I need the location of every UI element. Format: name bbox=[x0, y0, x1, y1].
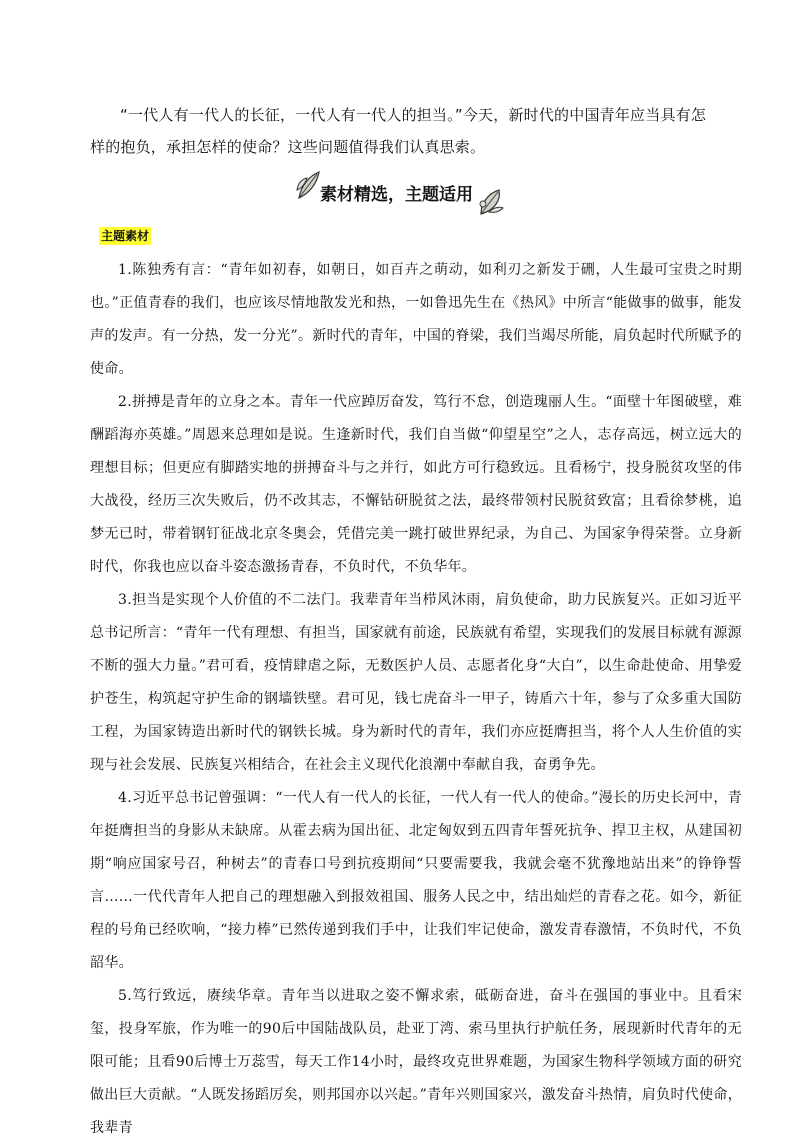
material-paragraph-1: 1.陈独秀有言：“青年如初春，如朝日，如百卉之萌动，如利刃之新发于硎，人生最可宝贵之时期也。”正值青春的我们，也应该尽情地散发光和热，一如鲁迅先生在《热风》中所言“能做事的做事，能发声的发声。有一分热，发一分光”。新时代的青年，中国的脊梁，我们当竭尽所能，肩负起时代所赋予的使命。 bbox=[90, 262, 742, 377]
section-title: 素材精选，主题适用 bbox=[320, 185, 473, 205]
leaf-left-icon bbox=[295, 168, 323, 202]
leaf-right-icon bbox=[475, 182, 505, 218]
material-paragraph-3: 3.担当是实现个人价值的不二法门。我辈青年当栉风沐雨，肩负使命，助力民族复兴。正如习近平总书记所言：“青年一代有理想、有担当，国家就有前途，民族就有希望，实现我们的发展目标就有源源不断的强大力量。”君可看，疫情肆虐之际，无数医护人员、志愿者化身“大白”，以生命赴使命、用挚爱护苍生，构筑起守护生命的钢墙铁壁。君可见，钱七虎奋斗一甲子，铸盾六十年，参与了众多重大国防工程，为国家铸造出新时代的钢铁长城。身为新时代的青年，我们亦应挺膺担当，将个人人生价值的实现与社会发展、民族复兴相结合，在社会主义现代化浪潮中奉献自我，奋勇争先。 bbox=[90, 592, 742, 773]
section-banner bbox=[295, 168, 505, 218]
material-paragraph-5: 5.笃行致远，赓续华章。青年当以进取之姿不懈求索，砥砺奋进，奋斗在强国的事业中。且看宋玺，投身军旅，作为唯一的90后中国陆战队员，赴亚丁湾、索马里执行护航任务，展现新时代青年的无限可能；且看90后博士万蕊雪，每天工作14小时，最终攻克世界难题，为国家生物科学领域方面的研究做出巨大贡献。“人既发扬蹈厉矣，则邦国亦以兴起。”青年兴则国家兴，激发奋斗热情，肩负时代使命，我辈青 bbox=[90, 988, 742, 1136]
body-text bbox=[90, 254, 742, 1145]
intro-paragraph: “一代人有一代人的长征，一代人有一代人的担当。”今天，新时代的中国青年应当具有怎样的抱负，承担怎样的使命？这些问题值得我们认真思索。 bbox=[90, 106, 707, 156]
material-paragraph-4: 4.习近平总书记曾强调：“一代人有一代人的长征，一代人有一代人的使命。”漫长的历史长河中，青年挺膺担当的身影从未缺席。从霍去病为国出征、北定匈奴到五四青年誓死抗争、捍卫主权，从建国初期“响应国家号召，种树去”的青春口号到抗疫期间“只要需要我，我就会毫不犹豫地站出来”的铮铮誓言……一代代青年人把自己的理想融入到报效祖国、服务人民之中，结出灿烂的青春之花。如今，新征程的号角已经吹响，“接力棒”已然传递到我们手中，让我们牢记使命，激发青春激情，不负时代，不负韶华。 bbox=[90, 790, 742, 971]
material-paragraph-2: 2.拼搏是青年的立身之本。青年一代应踔厉奋发，笃行不怠，创造瑰丽人生。“面壁十年图破壁，难酬蹈海亦英雄。”周恩来总理如是说。生逢新时代，我们自当做“仰望星空”之人，志存高远，树立远大的理想目标；但更应有脚踏实地的拼搏奋斗与之并行，如此方可行稳致远。且看杨宁，投身脱贫攻坚的伟大战役，经历三次失败后，仍不改其志，不懈钻研脱贫之法，最终带领村民脱贫致富；且看徐梦桃，追梦无已时，带着钢钉征战北京冬奥会，凭借完美一跳打破世界纪录，为自己、为国家争得荣誉。立身新时代，你我也应以奋斗姿态激扬青春，不负时代，不负华年。 bbox=[90, 394, 742, 575]
topic-material-tag: 主题素材 bbox=[101, 229, 150, 243]
